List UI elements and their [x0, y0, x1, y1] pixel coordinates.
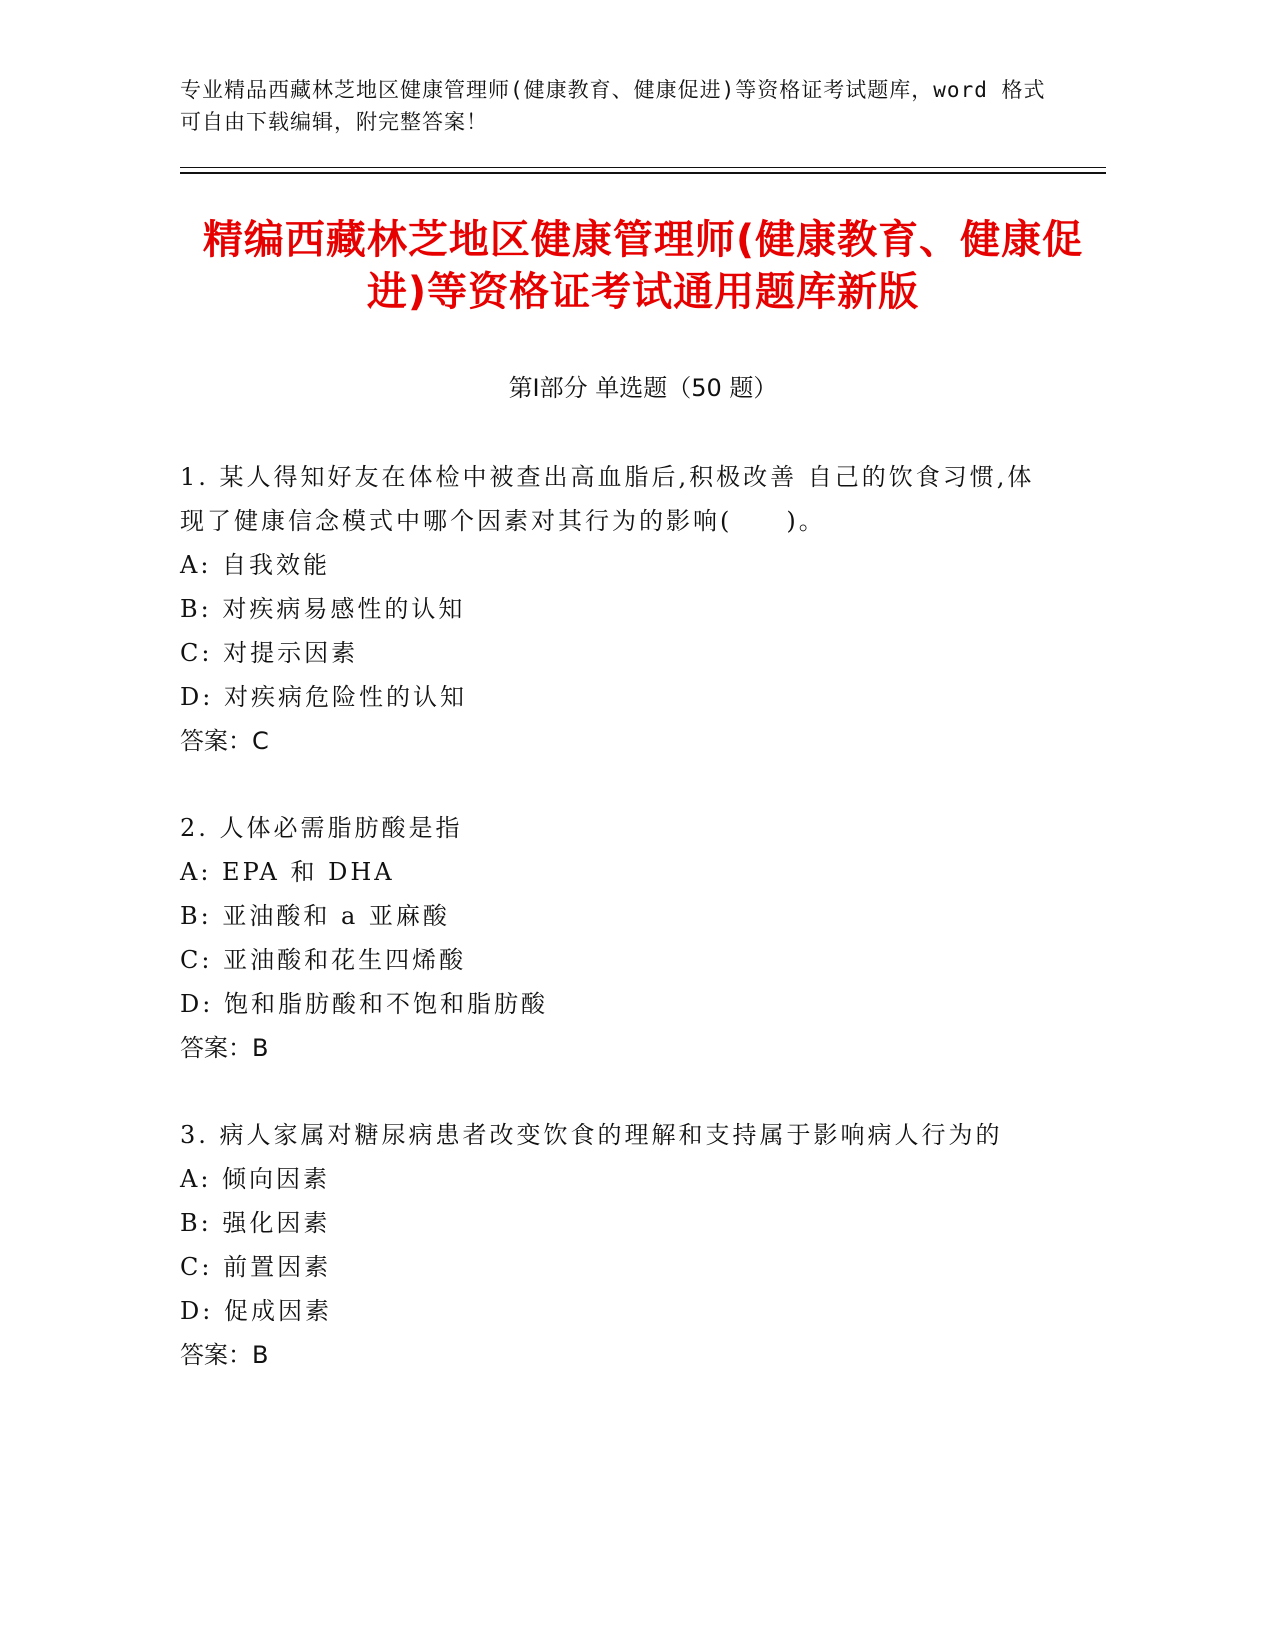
option-d: D: 促成因素	[180, 1297, 332, 1325]
header-divider-thin	[180, 167, 1106, 168]
header-divider-thick	[180, 172, 1106, 174]
section-title: 第Ⅰ部分 单选题（50 题）	[508, 374, 778, 402]
option-d: D: 饱和脂肪酸和不饱和脂肪酸	[180, 990, 548, 1018]
option-c: C: 亚油酸和花生四烯酸	[180, 946, 467, 974]
answer: 答案：B	[180, 1034, 269, 1062]
option-a: A: 自我效能	[180, 551, 331, 579]
question-1	[180, 455, 1040, 763]
document-title: 精编西藏林芝地区健康管理师(健康教育、健康促进)等资格证考试通用题库新版	[202, 217, 1084, 315]
option-a: A: EPA 和 DHA	[180, 858, 395, 886]
header-note: 专业精品西藏林芝地区健康管理师(健康教育、健康促进)等资格证考试题库，word 格式可自由下载编辑，附完整答案！	[180, 78, 1046, 134]
answer: 答案：B	[180, 1341, 269, 1369]
question-stem: 1. 某人得知好友在体检中被查出高血脂后,积极改善 自己的饮食习惯,体现了健康信念模式中哪个因素对其行为的影响( )。	[180, 463, 1035, 535]
answer: 答案：C	[180, 727, 269, 755]
question-stem: 2. 人体必需脂肪酸是指	[180, 814, 463, 842]
option-b: B: 对疾病易感性的认知	[180, 595, 466, 623]
question-2	[180, 806, 1040, 1070]
option-c: C: 前置因素	[180, 1253, 332, 1281]
option-b: B: 亚油酸和 a 亚麻酸	[180, 902, 450, 930]
option-c: C: 对提示因素	[180, 639, 359, 667]
option-a: A: 倾向因素	[180, 1165, 331, 1193]
option-d: D: 对疾病危险性的认知	[180, 683, 467, 711]
question-list	[180, 455, 1040, 1420]
question-3	[180, 1113, 1040, 1377]
question-stem: 3. 病人家属对糖尿病患者改变饮食的理解和支持属于影响病人行为的	[180, 1121, 1003, 1149]
option-b: B: 强化因素	[180, 1209, 331, 1237]
